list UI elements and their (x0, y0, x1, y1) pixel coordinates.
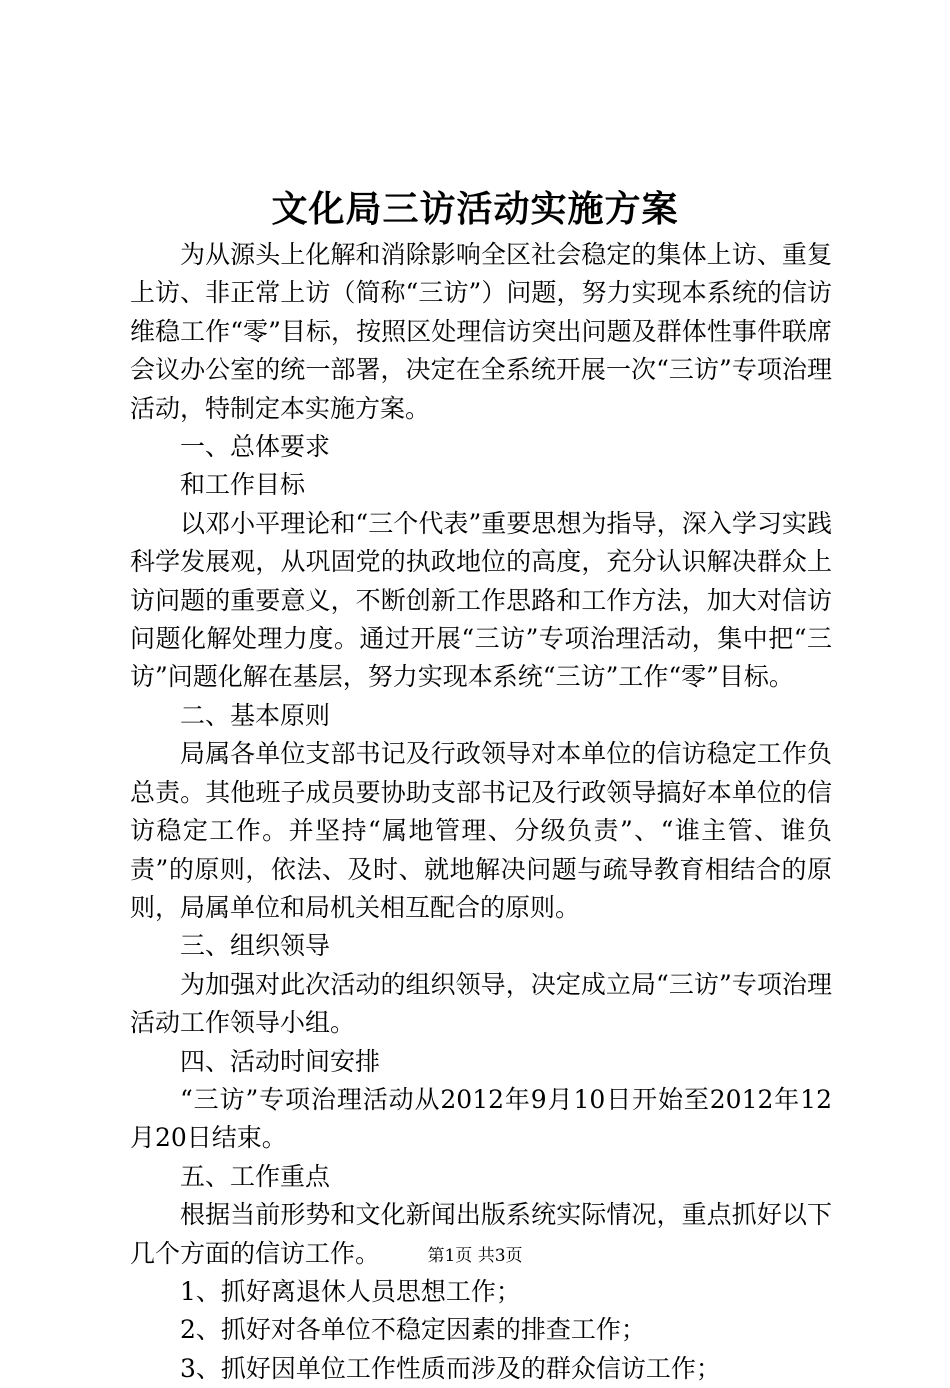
section-heading-1: 一、总体要求 (180, 432, 331, 462)
section-heading-4: 四、活动时间安排 (180, 1046, 381, 1076)
list-item-3: 3、抓好因单位工作性质而涉及的群众信访工作； (180, 1353, 721, 1383)
list-item-2: 2、抓好对各单位不稳定因素的排查工作； (180, 1315, 646, 1345)
paragraph-focus: 根据当前形势和文化新闻出版系统实际情况，重点抓好以下几个方面的信访工作。 (130, 1200, 832, 1268)
paragraph-schedule: “三访”专项治理活动从2012年9月10日开始至2012年12月20日结束。 (130, 1084, 832, 1153)
section-heading-3: 三、组织领导 (180, 931, 331, 961)
section-heading-5: 五、工作重点 (180, 1161, 331, 1191)
list-item-1: 1、抓好离退休人员思想工作； (180, 1276, 521, 1306)
paragraph-requirements: 以邓小平理论和“三个代表”重要思想为指导，深入学习实践科学发展观，从巩固党的执政地位的高度，充分认识解决群众上访问题的重要意义，不断创新工作思路和工作方法，加大对信访问题化解处理力度。通过开展“三访”专项治理活动，集中把“三访”问题化解在基层，努力实现本系统“三访”工作“零”目标。 (130, 508, 832, 692)
document-title: 文化局三访活动实施方案 (271, 188, 679, 230)
section-heading-2: 二、基本原则 (180, 700, 331, 730)
page-footer: 第1页 共3页 (427, 1246, 523, 1266)
document-body (130, 236, 832, 1388)
paragraph-leadership: 为加强对此次活动的组织领导，决定成立局“三访”专项治理活动工作领导小组。 (130, 969, 832, 1038)
section-heading-1-cont: 和工作目标 (180, 470, 306, 500)
paragraph-principles: 局属各单位支部书记及行政领导对本单位的信访稳定工作负总责。其他班子成员要协助支部书记及行政领导搞好本单位的信访稳定工作。并坚持“属地管理、分级负责”、“谁主管、谁负责”的原则，依法、及时、就地解决问题与疏导教育相结合的原则，局属单位和局机关相互配合的原则。 (130, 739, 832, 922)
paragraph-intro: 为从源头上化解和消除影响全区社会稳定的集体上访、重复上访、非正常上访（简称“三访”）问题，努力实现本系统的信访维稳工作“零”目标，按照区处理信访突出问题及群体性事件联席会议办公室的统一部署，决定在全系统开展一次“三访”专项治理活动，特制定本实施方案。 (130, 240, 832, 423)
